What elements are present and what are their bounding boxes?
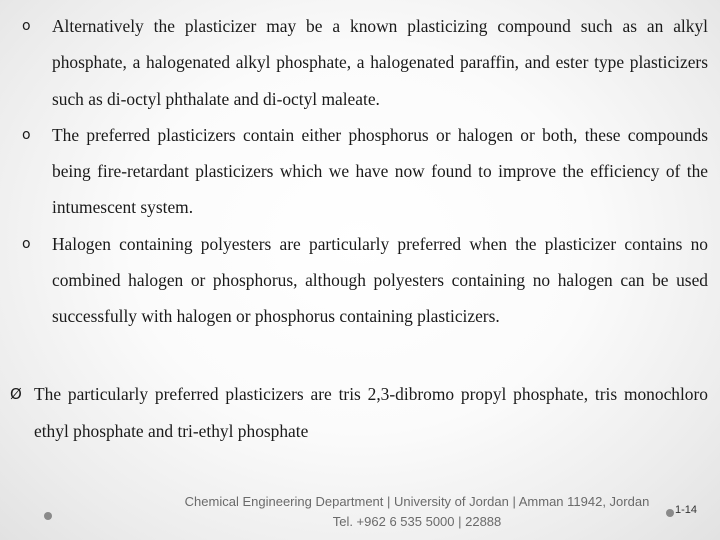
main-bullet-item [10, 376, 708, 450]
sub-bullet-text: The preferred plasticizers contain either phosphorus or halogen or both, these compounds being fire-retardant plasticizers which we have now found to improve the efficiency of the intumescent system. [52, 124, 708, 218]
footer-dot-right-icon [666, 509, 674, 517]
sub-bullet-item [22, 226, 708, 335]
footer-address: Chemical Engineering Department | University of Jordan | Amman 11942, Jordan [184, 494, 650, 509]
page-number: 1-14 [675, 504, 698, 516]
sub-bullet-list [22, 8, 708, 335]
sub-bullet-item [22, 8, 708, 117]
footer-contact [150, 492, 684, 532]
sub-bullet-item [22, 117, 708, 226]
footer [0, 490, 720, 540]
sub-bullet-text: Halogen containing polyesters are particularly preferred when the plasticizer contains no combined halogen or phosphorus, although polyesters containing no halogen can be used successfully with halogen or phosphorus containing plasticizers. [52, 233, 708, 327]
footer-phone: Tel. +962 6 535 5000 | 22888 [332, 514, 502, 529]
hollow-circle-bullet-icon: o [22, 18, 31, 34]
hollow-circle-bullet-icon: o [22, 235, 31, 252]
arrow-bullet-icon: Ø [10, 385, 22, 403]
footer-dot-left-icon [44, 512, 52, 520]
sub-bullet-text: Alternatively the plasticizer may be a known plasticizing compound such as an alkyl phosphate, a halogenated alkyl phosphate, a halogenated paraffin, and ester type plasticizers such as di-octyl phthalate and di-octyl maleate. [52, 16, 708, 109]
main-bullet-text: The particularly preferred plasticizers are tris 2,3-dibromo propyl phosphate, tris monochloro ethyl phosphate and tri-ethyl phosphate [34, 384, 708, 441]
hollow-circle-bullet-icon: o [22, 126, 31, 143]
